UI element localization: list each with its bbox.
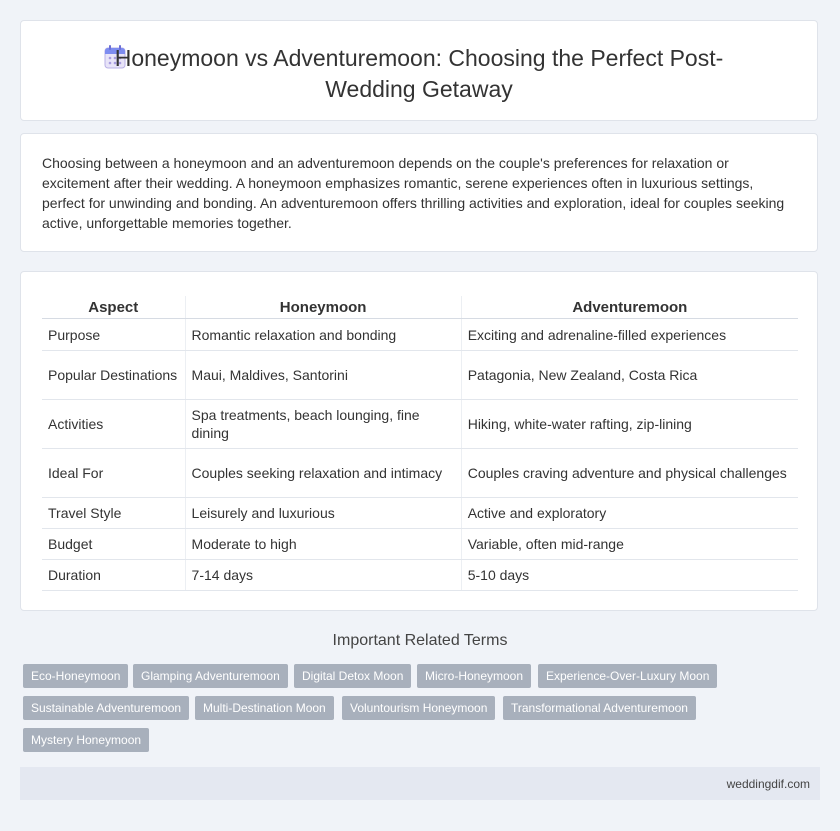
related-term-tag[interactable]: Digital Detox Moon (294, 664, 411, 688)
row-aspect: Budget (42, 529, 185, 560)
comparison-table-card (20, 271, 818, 611)
table-row (42, 319, 798, 351)
row-honeymoon: Couples seeking relaxation and intimacy (185, 449, 461, 498)
row-honeymoon: Spa treatments, beach lounging, fine dining (185, 400, 461, 449)
related-term-tag[interactable]: Sustainable Adventuremoon (23, 696, 189, 720)
row-honeymoon: Romantic relaxation and bonding (185, 319, 461, 351)
related-term-tag[interactable]: Experience-Over-Luxury Moon (538, 664, 717, 688)
footer-site-link[interactable]: weddingdif.com (726, 777, 810, 791)
row-aspect: Activities (42, 400, 185, 449)
table-row (42, 400, 798, 449)
header-adventuremoon: Adventuremoon (461, 296, 798, 319)
row-aspect: Purpose (42, 319, 185, 351)
intro-paragraph: Choosing between a honeymoon and an adventuremoon depends on the couple's preferences for relaxation or excitement after their wedding. A honeymoon emphasizes romantic, serene experiences often in luxurious settings, perfect for unwinding and bonding. An adventuremoon offers thrilling activities and exploration, ideal for couples seeking active, unforgettable memories together. (42, 155, 785, 231)
row-aspect: Popular Destinations (42, 351, 185, 400)
footer (20, 767, 820, 800)
related-term-tag[interactable]: Multi-Destination Moon (195, 696, 334, 720)
row-adventuremoon: 5-10 days (461, 560, 798, 591)
table-row (42, 560, 798, 591)
row-adventuremoon: Variable, often mid-range (461, 529, 798, 560)
related-term-tag[interactable]: Eco-Honeymoon (23, 664, 128, 688)
header-aspect: Aspect (42, 296, 185, 319)
row-honeymoon: Moderate to high (185, 529, 461, 560)
related-term-tag[interactable]: Mystery Honeymoon (23, 728, 149, 752)
related-term-tag[interactable]: Transformational Adventuremoon (503, 696, 696, 720)
row-aspect: Ideal For (42, 449, 185, 498)
row-adventuremoon: Patagonia, New Zealand, Costa Rica (461, 351, 798, 400)
row-adventuremoon: Exciting and adrenaline-filled experiences (461, 319, 798, 351)
table-row (42, 498, 798, 529)
table-header-row (42, 296, 798, 319)
title-card (20, 20, 818, 121)
row-honeymoon: 7-14 days (185, 560, 461, 591)
page-title: Honeymoon vs Adventuremoon: Choosing the Perfect Post-Wedding Getaway (114, 45, 724, 102)
related-term-tag[interactable]: Glamping Adventuremoon (133, 664, 288, 688)
row-aspect: Duration (42, 560, 185, 591)
table-row (42, 351, 798, 400)
related-term-tag[interactable]: Voluntourism Honeymoon (342, 696, 495, 720)
table-row (42, 449, 798, 498)
header-honeymoon: Honeymoon (185, 296, 461, 319)
comparison-table (42, 296, 798, 591)
table-row (42, 529, 798, 560)
row-adventuremoon: Hiking, white-water rafting, zip-lining (461, 400, 798, 449)
row-aspect: Travel Style (42, 498, 185, 529)
row-honeymoon: Leisurely and luxurious (185, 498, 461, 529)
row-adventuremoon: Couples craving adventure and physical challenges (461, 449, 798, 498)
row-adventuremoon: Active and exploratory (461, 498, 798, 529)
intro-card (20, 133, 818, 252)
row-honeymoon: Maui, Maldives, Santorini (185, 351, 461, 400)
related-terms-heading: Important Related Terms (332, 632, 508, 649)
related-term-tag[interactable]: Micro-Honeymoon (417, 664, 531, 688)
